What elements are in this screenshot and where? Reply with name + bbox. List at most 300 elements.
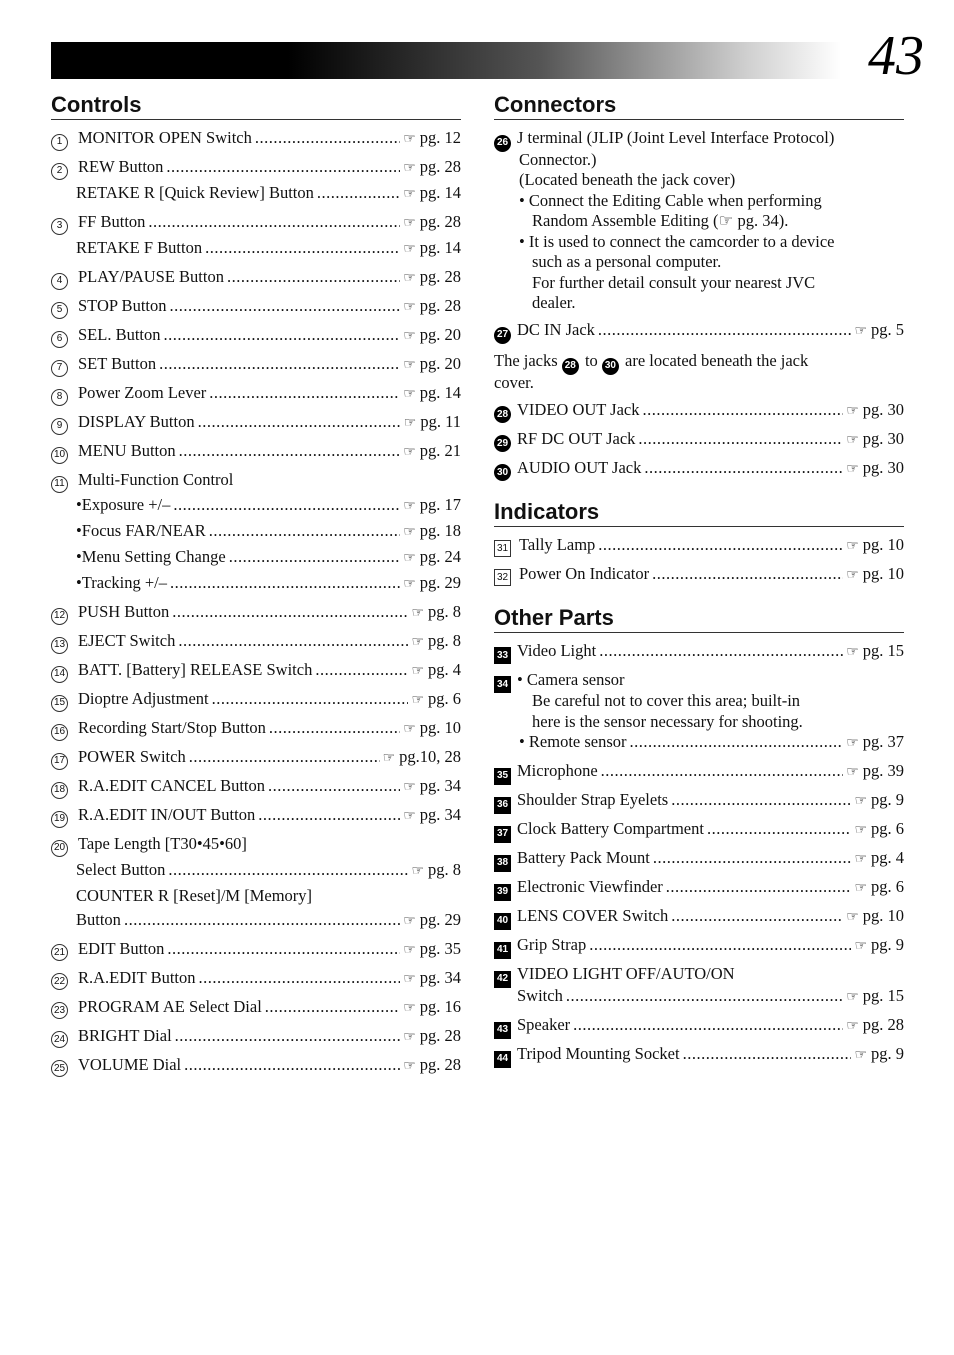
bullet-text: such as a personal computer. — [532, 252, 722, 272]
list-item — [51, 183, 461, 206]
item-number-badge: 2 — [51, 163, 68, 180]
item-label: COUNTER R [Reset]/M [Memory] — [76, 885, 313, 905]
bullet-text: dealer. — [532, 293, 576, 313]
other-item-34 — [494, 670, 904, 755]
item-label: Microphone — [517, 761, 598, 781]
page-reference: ☞ pg. 28 — [403, 267, 461, 286]
list-item — [51, 1055, 461, 1078]
item-number-badge: 28 — [562, 358, 579, 375]
list-item — [494, 458, 904, 481]
page-reference: ☞ pg. 4 — [854, 848, 904, 868]
list-item — [494, 535, 904, 558]
list-item — [51, 325, 461, 348]
item-label: • Remote sensor — [519, 732, 627, 752]
item-number-badge: 23 — [51, 1002, 68, 1019]
other-item-42 — [494, 964, 904, 1008]
item-number-badge: 4 — [51, 273, 68, 290]
leader-dots — [598, 535, 843, 556]
leader-dots — [179, 441, 401, 462]
item-number-badge: 35 — [494, 768, 511, 785]
right-column — [494, 92, 904, 1073]
item-label: R.A.EDIT Button — [78, 967, 196, 987]
leader-dots — [184, 1055, 400, 1076]
pointing-hand-icon: ☞ — [846, 910, 859, 926]
leader-dots — [653, 848, 852, 869]
item-label: Power On Indicator — [519, 563, 650, 583]
controls-title: Controls — [51, 92, 461, 120]
item-label: VOLUME Dial — [78, 1054, 182, 1074]
item-number-badge: 26 — [494, 135, 511, 152]
item-number-badge: 14 — [51, 666, 68, 683]
item-label: Multi-Function Control — [78, 470, 234, 489]
bullet-text: For further detail consult your nearest JVC — [532, 272, 816, 292]
page-reference: ☞ pg. 37 — [846, 732, 904, 752]
list-item — [51, 157, 461, 180]
item-label: •Focus FAR/NEAR — [76, 521, 206, 541]
list-item — [51, 689, 461, 712]
pointing-hand-icon: ☞ — [411, 693, 424, 709]
item-label: Recording Start/Stop Button — [78, 718, 266, 738]
page-reference: ☞ pg. 6 — [854, 819, 904, 839]
other-item-33 — [494, 641, 904, 664]
item-label: SEL. Button — [78, 325, 161, 344]
pointing-hand-icon: ☞ — [854, 324, 867, 340]
indicators-list — [494, 535, 904, 587]
list-item — [494, 564, 904, 587]
item-number-badge: 36 — [494, 797, 511, 814]
leader-dots — [255, 128, 400, 149]
item-label: DISPLAY Button — [78, 412, 195, 431]
pointing-hand-icon: ☞ — [854, 794, 867, 810]
controls-list — [51, 128, 461, 1077]
page-reference: ☞ pg. 34 — [403, 776, 461, 796]
list-item — [51, 470, 461, 492]
page-reference: ☞ pg. 10 — [403, 718, 461, 738]
leader-dots — [198, 412, 401, 433]
list-item — [494, 429, 904, 452]
item-label: R.A.EDIT IN/OUT Button — [78, 805, 256, 825]
page-reference: ☞ pg. 8 — [411, 859, 461, 879]
item-label: Power Zoom Lever — [78, 383, 207, 402]
leader-dots — [671, 790, 851, 811]
pointing-hand-icon: ☞ — [854, 881, 867, 897]
leader-dots — [269, 718, 400, 739]
page-reference: ☞ pg. 14 — [403, 183, 461, 202]
item-number-badge: 8 — [51, 389, 68, 406]
leader-dots — [178, 631, 408, 652]
leader-dots — [707, 819, 851, 840]
item-number-badge: 10 — [51, 447, 68, 464]
item-label: FF Button — [78, 212, 146, 231]
item-number-badge: 30 — [494, 464, 511, 481]
item-label: AUDIO OUT Jack — [517, 457, 642, 477]
list-item — [51, 805, 461, 828]
leader-dots — [173, 495, 400, 516]
leader-dots — [170, 296, 401, 317]
other-parts-list — [494, 761, 904, 958]
item-text: here is the sensor necessary for shooting. — [532, 711, 803, 731]
item-label: EDIT Button — [78, 938, 165, 958]
list-item — [494, 935, 904, 958]
item-label: Tripod Mounting Socket — [517, 1044, 680, 1063]
pointing-hand-icon: ☞ — [846, 567, 859, 583]
controls-column — [51, 92, 461, 1084]
leader-dots — [601, 761, 844, 782]
item-text: Be careful not to cover this area; built-in — [532, 691, 801, 711]
item-number-badge: 29 — [494, 435, 511, 452]
item-number-badge: 6 — [51, 331, 68, 348]
leader-dots — [265, 997, 400, 1018]
leader-dots — [164, 325, 401, 346]
list-item — [51, 939, 461, 962]
list-item — [494, 1044, 904, 1067]
item-number-badge: 30 — [602, 358, 619, 375]
pointing-hand-icon: ☞ — [403, 577, 416, 593]
list-item — [494, 790, 904, 813]
leader-dots — [317, 183, 400, 204]
pointing-hand-icon: ☞ — [403, 161, 416, 176]
pointing-hand-icon: ☞ — [382, 751, 396, 767]
list-item — [494, 848, 904, 871]
item-number-badge: 43 — [494, 1022, 511, 1039]
page-number: 43 — [868, 25, 924, 87]
page-reference: ☞ pg. 20 — [403, 325, 461, 344]
leader-dots — [170, 573, 400, 594]
leader-dots — [566, 986, 843, 1007]
list-item — [51, 968, 461, 991]
item-number-badge: 7 — [51, 360, 68, 377]
page-reference: ☞ pg. 10 — [846, 563, 904, 583]
page-reference: ☞ pg. 8 — [411, 631, 461, 651]
leader-dots — [630, 732, 844, 753]
item-number-badge: 25 — [51, 1060, 68, 1077]
page-reference: ☞ pg. 28 — [403, 1025, 461, 1045]
leader-dots — [124, 910, 400, 931]
pointing-hand-icon: ☞ — [846, 644, 859, 660]
pointing-hand-icon: ☞ — [403, 551, 416, 567]
item-label: Video Light — [517, 640, 597, 660]
item-label: RF DC OUT Jack — [517, 428, 636, 448]
item-label: Electronic Viewfinder — [517, 877, 663, 897]
pointing-hand-icon: ☞ — [846, 403, 859, 419]
item-label: Grip Strap — [517, 935, 587, 955]
item-number-badge: 12 — [51, 608, 68, 625]
page-reference: ☞ pg. 30 — [846, 457, 904, 477]
item-number-badge: 5 — [51, 302, 68, 319]
page-reference: ☞ pg. 39 — [846, 761, 904, 781]
pointing-hand-icon: ☞ — [854, 939, 867, 955]
pointing-hand-icon: ☞ — [403, 525, 416, 541]
item-number-badge: 42 — [494, 971, 511, 988]
item-label: REW Button — [78, 157, 164, 176]
pointing-hand-icon: ☞ — [403, 913, 416, 929]
item-label: •Tracking +/– — [76, 573, 168, 593]
pointing-hand-icon: ☞ — [403, 1058, 416, 1074]
pointing-hand-icon: ☞ — [846, 461, 859, 477]
item-number-badge: 41 — [494, 942, 511, 959]
page-reference: ☞ pg. 14 — [403, 383, 461, 402]
item-number-badge: 22 — [51, 973, 68, 990]
page-reference: ☞ pg. 30 — [846, 399, 904, 419]
page-reference: ☞ pg. 28 — [403, 157, 461, 176]
page-reference: ☞ pg. 30 — [846, 428, 904, 448]
leader-dots — [598, 320, 852, 341]
list-item — [51, 1026, 461, 1049]
page-reference: ☞ pg. 29 — [403, 573, 461, 593]
pointing-hand-icon: ☞ — [854, 1048, 867, 1063]
leader-dots — [258, 805, 400, 826]
pointing-hand-icon: ☞ — [846, 432, 859, 448]
leader-dots — [168, 860, 408, 881]
leader-dots — [175, 1026, 401, 1047]
pointing-hand-icon: ☞ — [846, 1019, 859, 1034]
pointing-hand-icon: ☞ — [846, 538, 859, 554]
connector-item-26 — [494, 128, 904, 314]
leader-dots — [166, 157, 400, 178]
list-item — [494, 400, 904, 423]
item-label: •Menu Setting Change — [76, 547, 226, 567]
item-label: Battery Pack Mount — [517, 848, 650, 868]
list-item — [51, 547, 461, 570]
pointing-hand-icon: ☞ — [403, 329, 416, 344]
item-label: •Exposure +/– — [76, 495, 171, 515]
leader-dots — [229, 547, 401, 568]
pointing-hand-icon: ☞ — [403, 358, 416, 373]
item-number-badge: 19 — [51, 811, 68, 828]
leader-dots — [666, 877, 852, 898]
pointing-hand-icon: ☞ — [403, 942, 416, 958]
list-item — [51, 631, 461, 654]
pointing-hand-icon: ☞ — [403, 387, 416, 402]
pointing-hand-icon: ☞ — [854, 823, 867, 839]
list-item — [51, 834, 461, 856]
pointing-hand-icon: ☞ — [403, 271, 416, 286]
item-number-badge: 34 — [494, 676, 511, 693]
item-number-badge: 21 — [51, 944, 68, 961]
bullet-text: • It is used to connect the camcorder to a device — [519, 231, 835, 251]
list-item — [51, 383, 461, 406]
leader-dots — [172, 602, 408, 623]
jacks-list — [494, 400, 904, 481]
bullet-text: • Connect the Editing Cable when performing — [519, 190, 822, 210]
page-reference: ☞ pg. 16 — [403, 996, 461, 1016]
item-label: R.A.EDIT CANCEL Button — [78, 776, 266, 796]
leader-dots — [638, 429, 843, 450]
page-reference: ☞ pg. 21 — [403, 441, 461, 460]
pointing-hand-icon: ☞ — [403, 445, 416, 460]
page-reference: ☞ pg. 11 — [403, 412, 461, 431]
item-number-badge: 13 — [51, 637, 68, 654]
item-label: Dioptre Adjustment — [78, 689, 209, 709]
pointing-hand-icon: ☞ — [411, 606, 424, 622]
item-number-badge: 39 — [494, 884, 511, 901]
item-number-badge: 11 — [51, 476, 68, 493]
item-label: Clock Battery Compartment — [517, 819, 704, 839]
connectors-title: Connectors — [494, 92, 904, 120]
leader-dots — [209, 383, 400, 404]
page-reference: ☞ pg. 18 — [403, 521, 461, 541]
pointing-hand-icon: ☞ — [854, 852, 867, 868]
item-label: Tape Length [T30•45•60] — [78, 834, 247, 854]
page-reference: ☞ pg. 15 — [846, 640, 904, 660]
leader-dots — [671, 906, 843, 927]
item-number-badge: 15 — [51, 695, 68, 712]
list-item — [51, 441, 461, 464]
page-reference: ☞ pg.10, 28 — [382, 747, 461, 767]
pointing-hand-icon: ☞ — [846, 736, 859, 752]
item-number-badge: 24 — [51, 1031, 68, 1048]
page-reference: ☞ pg. 28 — [403, 1054, 461, 1074]
list-item — [494, 819, 904, 842]
item-label: EJECT Switch — [78, 631, 176, 651]
item-number-badge: 33 — [494, 647, 511, 664]
page-reference: ☞ pg. 28 — [403, 212, 461, 231]
list-item — [51, 296, 461, 319]
item-number-badge: 28 — [494, 406, 511, 423]
page-reference: ☞ pg. 6 — [854, 877, 904, 897]
leader-dots — [199, 968, 401, 989]
list-item — [51, 238, 461, 261]
item-text: Connector.) — [519, 149, 597, 169]
pointing-hand-icon: ☞ — [411, 635, 424, 651]
leader-dots — [315, 660, 408, 681]
indicators-title: Indicators — [494, 499, 904, 527]
pointing-hand-icon: ☞ — [411, 664, 424, 680]
list-item — [51, 886, 461, 907]
item-label: BATT. [Battery] RELEASE Switch — [78, 660, 313, 680]
page-reference: ☞ pg. 6 — [411, 689, 461, 709]
list-item — [51, 267, 461, 290]
list-item — [51, 776, 461, 799]
item-label: BRIGHT Dial — [78, 1025, 172, 1045]
page-reference: ☞ pg. 10 — [846, 906, 904, 926]
other-parts-list — [494, 1015, 904, 1067]
page-reference: ☞ pg. 5 — [854, 320, 904, 340]
leader-dots — [209, 521, 400, 542]
item-label: Speaker — [517, 1015, 571, 1034]
item-number-badge: 38 — [494, 855, 511, 872]
leader-dots — [652, 564, 843, 585]
item-number-badge: 9 — [51, 418, 68, 435]
list-item — [51, 997, 461, 1020]
item-label: STOP Button — [78, 296, 167, 315]
item-number-badge: 17 — [51, 753, 68, 770]
pointing-hand-icon: ☞ — [403, 780, 416, 796]
list-item — [51, 495, 461, 518]
page-reference: ☞ pg. 14 — [403, 238, 461, 257]
connector-item-27 — [494, 320, 904, 343]
list-item — [494, 906, 904, 929]
pointing-hand-icon: ☞ — [403, 216, 416, 231]
leader-dots — [167, 939, 400, 960]
pointing-hand-icon: ☞ — [403, 132, 416, 147]
item-text: J terminal (JLIP (Joint Level Interface Protocol) — [517, 128, 835, 147]
list-item — [51, 747, 461, 770]
leader-dots — [148, 212, 400, 233]
list-item — [51, 128, 461, 151]
item-label: RETAKE F Button — [76, 238, 203, 257]
item-number-badge: 32 — [494, 569, 511, 586]
page-reference: ☞ pg. 9 — [854, 1044, 904, 1063]
list-item — [494, 877, 904, 900]
item-number-badge: 16 — [51, 724, 68, 741]
leader-dots — [268, 776, 400, 797]
item-number-badge: 1 — [51, 134, 68, 151]
item-label: Switch — [517, 986, 563, 1005]
pointing-hand-icon: ☞ — [403, 809, 416, 825]
leader-dots — [644, 458, 843, 479]
list-item — [51, 910, 461, 933]
jacks-note: The jacks 28 to 30 are located beneath the jack cover. — [494, 350, 809, 392]
item-label: DC IN Jack — [517, 320, 595, 340]
page-reference: ☞ pg. 4 — [411, 660, 461, 680]
page-reference: ☞ pg. 8 — [411, 602, 461, 622]
pointing-hand-icon: ☞ — [846, 765, 859, 781]
other-parts-title: Other Parts — [494, 605, 904, 633]
item-label: PUSH Button — [78, 602, 170, 622]
item-number-badge: 3 — [51, 218, 68, 235]
pointing-hand-icon: ☞ — [403, 1000, 416, 1016]
item-label: Tally Lamp — [519, 534, 596, 554]
leader-dots — [573, 1015, 843, 1036]
pointing-hand-icon: ☞ — [411, 863, 424, 879]
leader-dots — [683, 1044, 852, 1065]
bullet-text: Random Assemble Editing (☞ pg. 34). — [532, 211, 789, 231]
item-number-badge: 20 — [51, 840, 68, 857]
header-gradient-bar — [51, 42, 841, 79]
item-number-badge: 37 — [494, 826, 511, 843]
page-reference: ☞ pg. 15 — [846, 986, 904, 1005]
page-reference: ☞ pg. 34 — [403, 967, 461, 987]
item-label: MONITOR OPEN Switch — [78, 128, 252, 147]
page-reference: ☞ pg. 20 — [403, 354, 461, 373]
pointing-hand-icon: ☞ — [403, 1029, 416, 1045]
item-label: SET Button — [78, 354, 157, 373]
leader-dots — [589, 935, 851, 956]
pointing-hand-icon: ☞ — [403, 971, 416, 987]
pointing-hand-icon: ☞ — [846, 990, 859, 1005]
list-item — [51, 660, 461, 683]
leader-dots — [599, 641, 843, 662]
list-item — [51, 602, 461, 625]
list-item — [51, 573, 461, 596]
item-number-badge: 18 — [51, 782, 68, 799]
item-label: RETAKE R [Quick Review] Button — [76, 183, 314, 202]
list-item — [51, 212, 461, 235]
item-label: PLAY/PAUSE Button — [78, 267, 224, 286]
list-item — [494, 761, 904, 784]
item-label: LENS COVER Switch — [517, 906, 669, 926]
item-number-badge: 31 — [494, 540, 511, 557]
item-label: POWER Switch — [78, 747, 186, 767]
list-item — [494, 1015, 904, 1038]
pointing-hand-icon: ☞ — [403, 300, 416, 315]
leader-dots — [159, 354, 400, 375]
page-reference: ☞ pg. 35 — [403, 938, 461, 958]
leader-dots — [212, 689, 409, 710]
item-number-badge: 40 — [494, 913, 511, 930]
page-reference: ☞ pg. 10 — [846, 534, 904, 554]
item-number-badge: 44 — [494, 1051, 511, 1068]
item-label: PROGRAM AE Select Dial — [78, 996, 262, 1016]
pointing-hand-icon: ☞ — [403, 416, 417, 431]
leader-dots — [205, 238, 400, 259]
leader-dots — [643, 400, 844, 421]
leader-dots — [227, 267, 400, 288]
item-label: MENU Button — [78, 441, 176, 460]
item-label: Shoulder Strap Eyelets — [517, 790, 669, 810]
list-item — [51, 718, 461, 741]
